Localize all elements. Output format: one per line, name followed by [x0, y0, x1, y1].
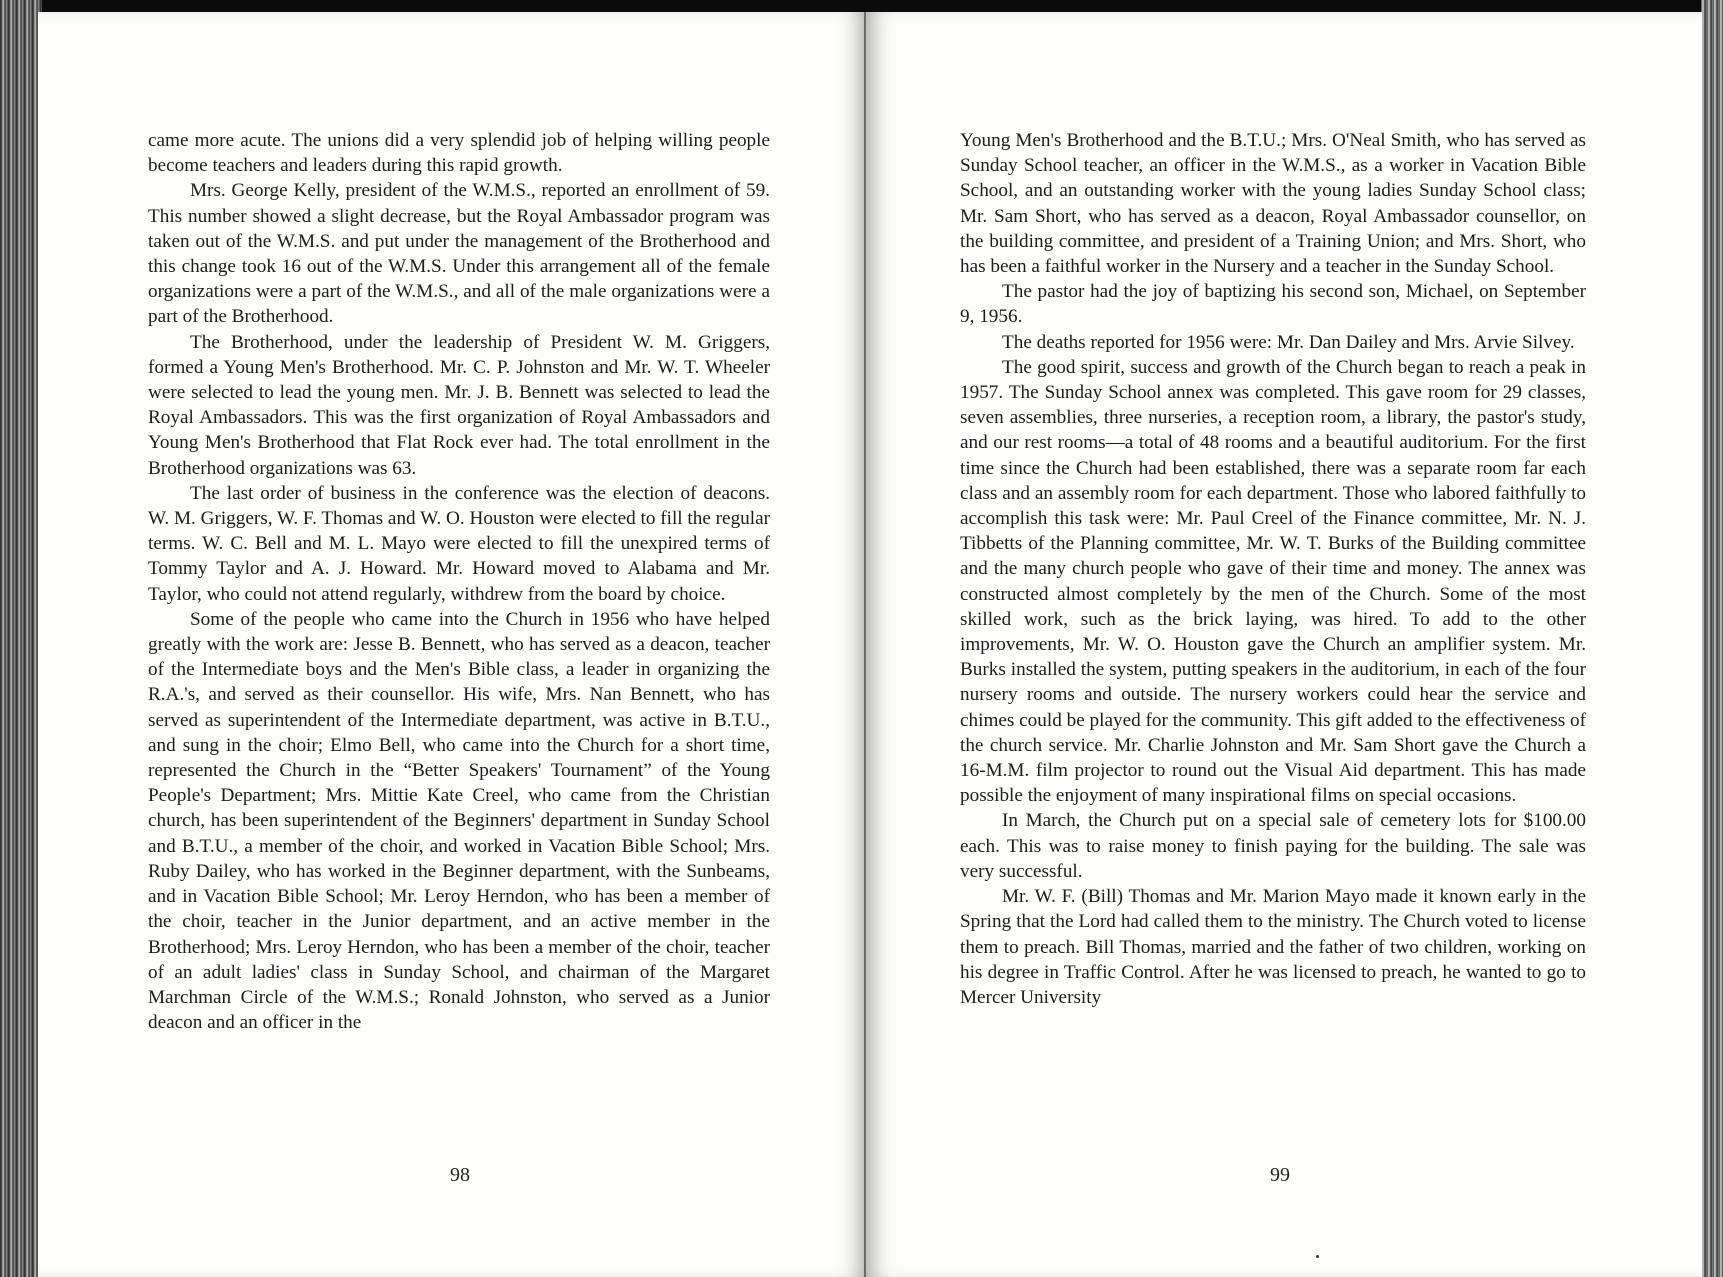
right-page-text: [960, 128, 1586, 1010]
book-right-edge: [1701, 0, 1723, 1277]
scan-speck: [1316, 1255, 1319, 1258]
paragraph: Young Men's Brotherhood and the B.T.U.; Mrs. O'Neal Smith, who has served as Sunday School teacher, an officer in the W.M.S., as a worker in Vacation Bible School, and an outstanding worker with the young ladies Sunday School class; Mr. Sam Short, who has served as a deacon, Royal Ambassador counsellor, on the building committee, and president of a Training Union; and Mrs. Short, who has been a faithful worker in the Nursery and a teacher in the Sunday School.: [960, 130, 1586, 278]
paragraph: Mrs. George Kelly, president of the W.M.S., reported an enrollment of 59. This number showed a slight decrease, but the Royal Ambassador program was taken out of the W.M.S. and put under the management of the Brotherhood and this change took 16 out of the W.M.S. Under this arrangement all of the female organizations were a part of the W.M.S., and all of the male organizations were a part of the Brotherhood.: [148, 180, 770, 328]
paragraph: Mr. W. F. (Bill) Thomas and Mr. Marion Mayo made it known early in the Spring that the Lord had called them to the ministry. The Church voted to license them to preach. Bill Thomas, married and the father of two children, working on his degree in Traffic Control. After he was licensed to preach, he wanted to go to Mercer University: [960, 886, 1586, 1008]
right-page: [866, 12, 1702, 1277]
left-page-text: [148, 128, 770, 1035]
paragraph: The Brotherhood, under the leadership of President W. M. Griggers, formed a Young Men's Brotherhood. Mr. C. P. Johnston and Mr. W. T. Wheeler were selected to lead the young men. Mr. J. B. Bennett was selected to lead the Royal Ambassadors. This was the first organization of Royal Ambassadors and Young Men's Brotherhood that Flat Rock ever had. The total enrollment in the Brotherhood organizations was 63.: [148, 331, 770, 479]
paragraph: The good spirit, success and growth of the Church began to reach a peak in 1957. The Sunday School annex was completed. This gave room for 29 classes, seven assemblies, three nurseries, a reception room, a library, the pastor's study, and our rest rooms—a total of 48 rooms and a beautiful auditorium. For the first time since the Church had been established, there was a separate room far each class and an assembly room for each department. Those who labored faithfully to accomplish this task were: Mr. Paul Creel of the Finance committee, Mr. N. J. Tibbetts of the Planning committee, Mr. W. T. Burks of the Building committee and the many church people who gave of their time and money. The annex was constructed almost completely by the men of the Church. Some of the most skilled work, such as the brick laying, was hired. To add to the other improvements, Mr. W. O. Houston gave the Church an amplifier system. Mr. Burks installed the system, putting speakers in the auditorium, in each of the four nursery rooms and outside. The nursery workers could hear the service and chimes could be played for the community. This gift added to the effectiveness of the church service. Mr. Charlie Johnston and Mr. Sam Short gave the Church a 16-M.M. film projector to round out the Visual Aid department. This has made possible the enjoyment of many inspirational films on special occasions.: [960, 356, 1586, 807]
paragraph: The deaths reported for 1956 were: Mr. Dan Dailey and Mrs. Arvie Silvey.: [1002, 331, 1575, 353]
book-left-edge: [0, 0, 42, 1277]
paragraph: came more acute. The unions did a very splendid job of helping willing people become teachers and leaders during this rapid growth.: [148, 130, 770, 177]
paragraph: Some of the people who came into the Church in 1956 who have helped greatly with the work are: Jesse B. Bennett, who has served as a deacon, teacher of the Intermediate boys and the Men's Bible class, a leader in organizing the R.A.'s, and served as their counsellor. His wife, Mrs. Nan Bennett, who has served as superintendent of the Intermediate department, was active in B.T.U., and sung in the choir; Elmo Bell, who came into the Church for a short time, represented the Church in the “Better Speakers' Tournament” of the Young People's Department; Mrs. Mittie Kate Creel, who came from the Christian church, has been superintendent of the Beginners' department in Sunday School and B.T.U., a member of the choir, and worked in Vacation Bible School; Mrs. Ruby Dailey, who has worked in the Beginner department, with the Sunbeams, and in Vacation Bible School; Mr. Leroy Herndon, who has been a member of the choir, teacher in the Junior department, and an active member in the Brotherhood; Mrs. Leroy Herndon, who has been a member of the choir, teacher of an adult ladies' class in Sunday School, and chairman of the Margaret Marchman Circle of the W.M.S.; Ronald Johnston, who served as a Junior deacon and an officer in the: [148, 608, 770, 1034]
paragraph: The last order of business in the conference was the election of deacons. W. M. Griggers, W. F. Thomas and W. O. Houston were elected to fill the regular terms. W. C. Bell and M. L. Mayo were elected to fill the unexpired terms of Tommy Taylor and A. J. Howard. Mr. Howard moved to Alabama and Mr. Taylor, who could not attend regularly, withdrew from the board by choice.: [148, 482, 770, 605]
paragraph: In March, the Church put on a special sale of cemetery lots for $100.00 each. This was to raise money to finish paying for the building. The sale was very successful.: [960, 810, 1586, 882]
left-page: [38, 12, 866, 1277]
page-number: 99: [1270, 1164, 1290, 1186]
paragraph: The pastor had the joy of baptizing his second son, Michael, on September 9, 1956.: [960, 281, 1586, 328]
page-number: 98: [450, 1164, 470, 1186]
